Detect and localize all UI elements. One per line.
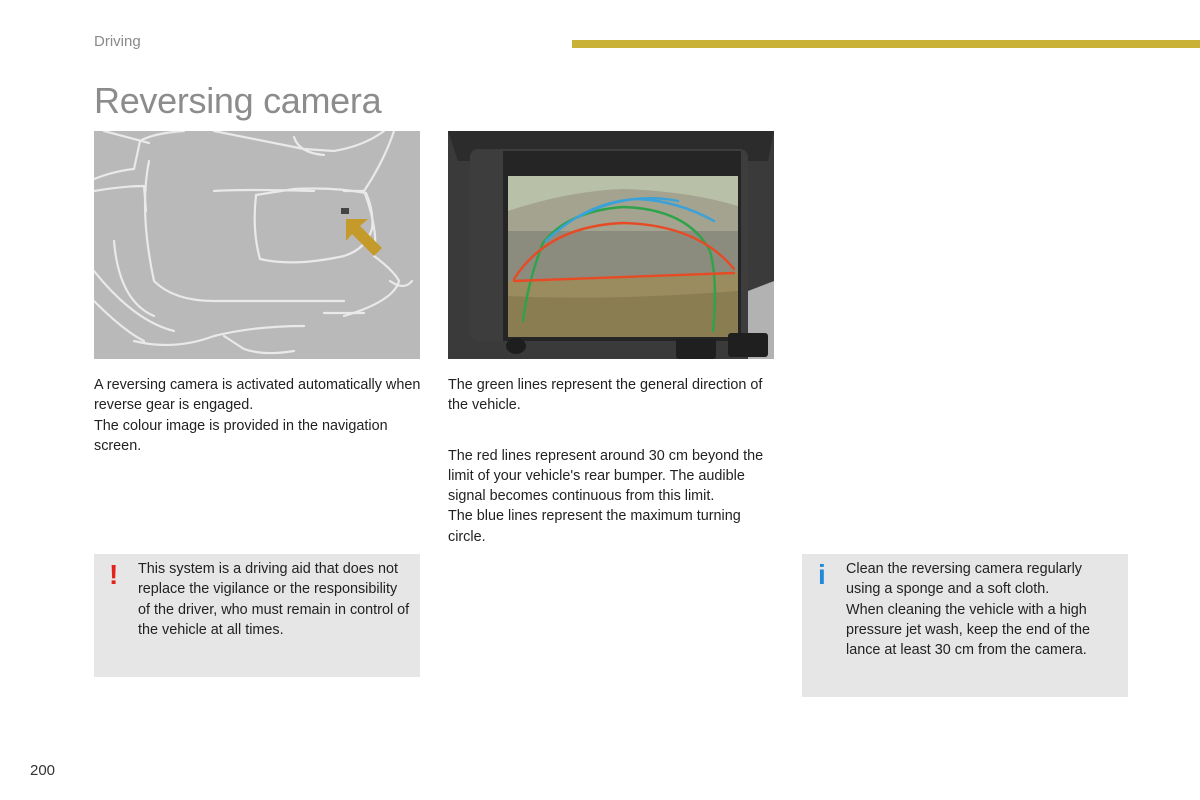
info-paragraph: When cleaning the vehicle with a high pressure jet wash, keep the end of the lance at least 30 cm from the camera. (846, 601, 1090, 659)
blue-lines-paragraph: The blue lines represent the maximum turning circle. (448, 508, 741, 545)
info-note (802, 554, 1128, 697)
info-text (846, 559, 1116, 660)
warning-note (94, 554, 420, 677)
warning-text (138, 559, 413, 640)
guideline-text (448, 375, 778, 547)
red-lines-paragraph: The red lines represent around 30 cm beyond the limit of your vehicle's rear bumper. The audible signal becomes continuous from this limit. (448, 447, 764, 505)
page-title: Reversing camera (94, 80, 382, 121)
section-accent-bar (572, 40, 1200, 48)
navigation-screen-illustration (448, 131, 774, 359)
info-icon: i (818, 559, 826, 590)
green-lines-paragraph: The green lines represent the general direction of the vehicle. (448, 377, 763, 414)
intro-paragraph: The colour image is provided in the navigation screen. (94, 417, 388, 454)
section-label: Driving (94, 33, 141, 50)
warning-paragraph: This system is a driving aid that does not replace the vigilance or the responsibility of the driver, who must remain in control of the vehicle at all times. (138, 561, 410, 638)
camera-view-drawing (448, 131, 774, 359)
vehicle-rear-illustration (94, 131, 420, 359)
warning-icon: ! (109, 559, 119, 590)
intro-paragraph: A reversing camera is activated automatically when reverse gear is engaged. (94, 377, 421, 414)
intro-text (94, 375, 424, 456)
vehicle-rear-drawing (94, 131, 420, 359)
info-paragraph: Clean the reversing camera regularly using a sponge and a soft cloth. (846, 561, 1082, 598)
page-number: 200 (30, 762, 56, 779)
